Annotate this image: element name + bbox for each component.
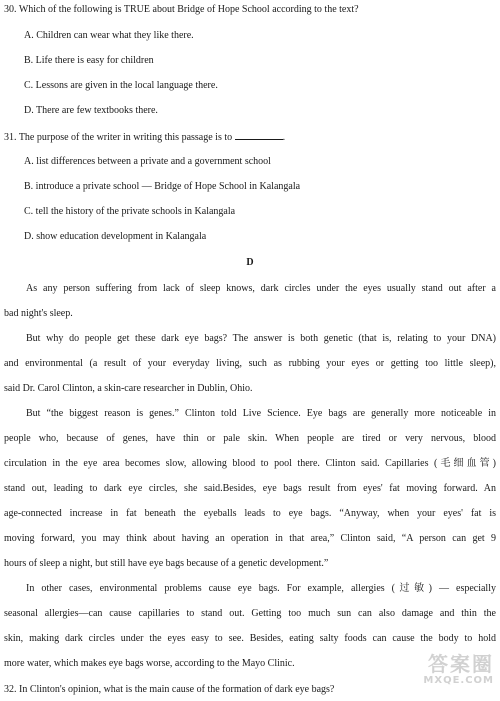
question-31-stem (4, 130, 285, 144)
passage-line: skin, making dark circles under the eyes easy to see. Besides, eating salty foods can cause the body to hold (4, 633, 496, 644)
question-30-stem: 30. Which of the following is TRUE about Bridge of Hope School according to the text? (4, 4, 359, 15)
passage-paragraph-1 (4, 276, 496, 326)
passage-line: age-connected increase in fat beneath the eyeballs leads to eye bags. “Anyway, when your eyes' fat is (4, 508, 496, 519)
passage-line: But why do people get these dark eye bags? The answer is both genetic (that is, relating to your DNA) (26, 333, 496, 344)
passage-line: seasonal allergies—can cause capillaries to stand out. Getting too much sun can also damage and thin the (4, 608, 496, 619)
passage-line: hours of sleep a night, but still have eye bags because of a genetic development.” (4, 558, 329, 569)
question-31-stem-text: 31. The purpose of the writer in writing this passage is to (4, 132, 233, 143)
watermark-text: 答案圈 (428, 652, 494, 676)
passage-line: circulation in the eye area becomes slow, allowing blood to pool there. Clinton said. Capillaries (毛细血管) (4, 458, 496, 469)
question-30-option-c: C. Lessons are given in the local language there. (24, 80, 218, 91)
answer-blank (235, 130, 283, 140)
passage-line: bad night's sleep. (4, 308, 73, 319)
passage-line: stand out, leading to dark eye circles, she said.Besides, eye bags result from eyes' fat moving forward. An (4, 483, 496, 494)
passage-line: But “the biggest reason is genes.” Clinton told Live Science. Eye bags are generally more noticeable in (26, 408, 496, 419)
question-30-option-b: B. Life there is easy for children (24, 55, 154, 66)
question-31-option-b: B. introduce a private school — Bridge of Hope School in Kalangala (24, 181, 301, 192)
section-title: D (246, 257, 254, 268)
question-30-option-a: A. Children can wear what they like there. (24, 30, 194, 41)
passage-line: In other cases, environmental problems cause eye bags. For example, allergies (过敏) — especially (26, 583, 496, 594)
passage-line: moving forward, you may think about having an operation in that area,” Clinton said, “A person can get 9 (4, 533, 496, 544)
question-31-option-d: D. show education development in Kalangala (24, 231, 207, 242)
passage-paragraph-3 (4, 401, 496, 576)
passage-line: and environmental (a result of your everyday living, such as rubbing your eyes or getting too little sleep), (4, 358, 496, 369)
question-31-stem-end: . (282, 132, 286, 143)
passage-line: said Dr. Carol Clinton, a skin-care researcher in Dublin, Ohio. (4, 383, 253, 394)
question-31-option-c: C. tell the history of the private schools in Kalangala (24, 206, 236, 217)
passage-line: As any person suffering from lack of sleep knows, dark circles under the eyes usually stand out after a (26, 283, 496, 294)
passage-paragraph-2 (4, 326, 496, 401)
question-31-option-a: A. list differences between a private and a government school (24, 156, 271, 167)
passage-line: people who, because of genes, have thin or pale skin. When people are tired or very nervous, blood (4, 433, 496, 444)
watermark-logo (406, 653, 494, 697)
passage-line: more water, which makes eye bags worse, according to the Mayo Clinic. (4, 658, 295, 669)
question-32-stem: 32. In Clinton's opinion, what is the main cause of the formation of dark eye bags? (4, 684, 335, 695)
watermark-url: MXQE.COM (423, 675, 494, 686)
question-30-option-d: D. There are few textbooks there. (24, 105, 158, 116)
